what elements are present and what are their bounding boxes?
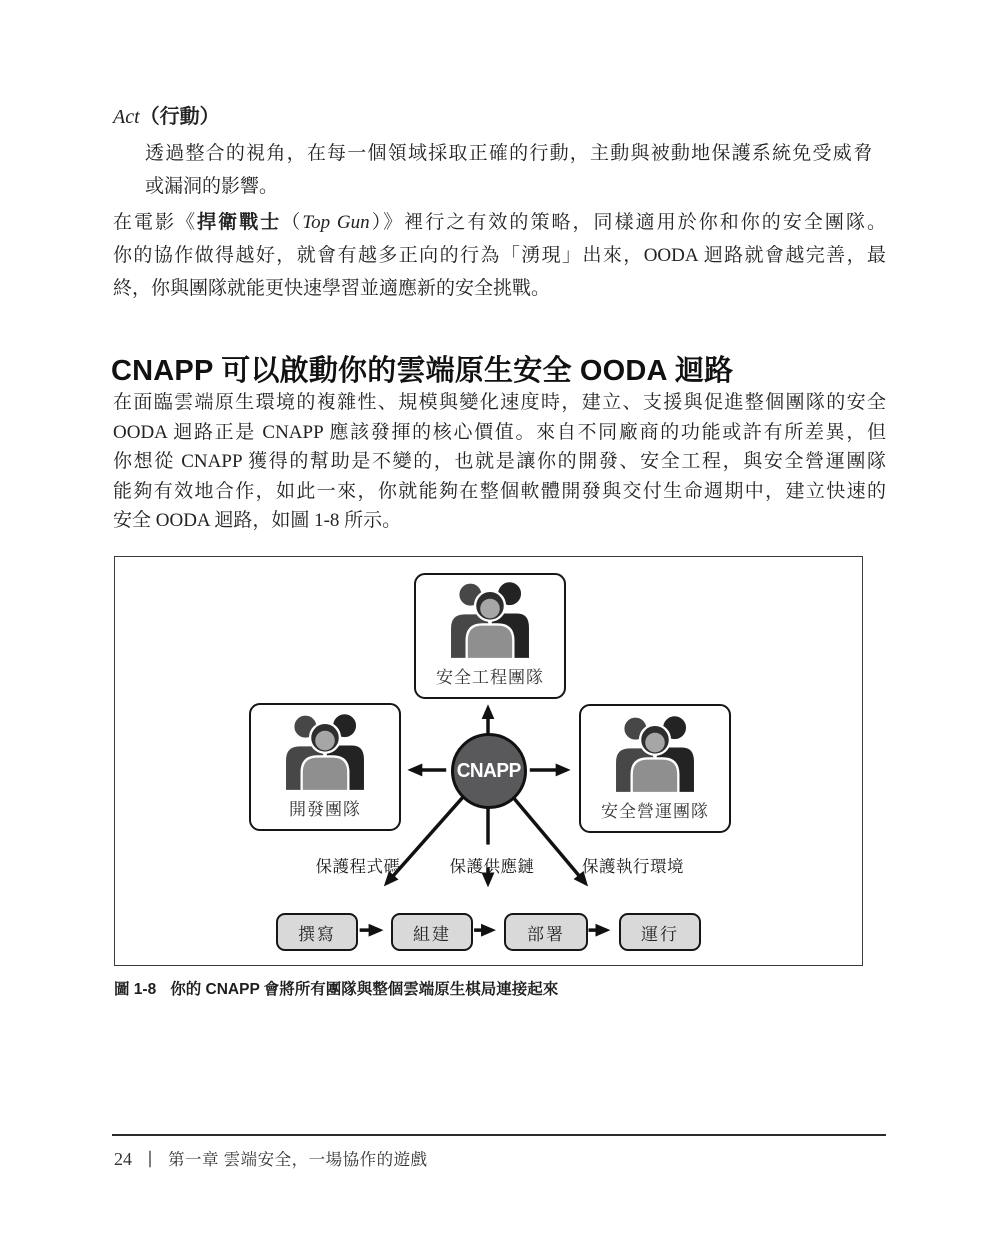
list-term-act xyxy=(113,100,220,129)
act-term-latin: Act xyxy=(113,106,140,128)
line-segment: 在電影《 xyxy=(113,212,198,233)
intro-paragraph xyxy=(113,206,886,305)
node-security-engineering-team xyxy=(414,573,566,699)
paragraph-line xyxy=(113,206,886,239)
movie-title-latin: Top Gun xyxy=(302,212,370,233)
body-paragraph xyxy=(113,388,886,536)
paragraph-line: 你想從 CNAPP 獲得的幫助是不變的，也就是讓你的開發、安全工程，與安全營運團隊 xyxy=(113,451,886,472)
footer-rule xyxy=(112,1134,886,1136)
paragraph-line: 終，你與團隊就能更快速學習並適應新的安全挑戰。 xyxy=(113,278,551,299)
paragraph-line: 透過整合的視角，在每一個領域採取正確的行動，主動與被動地保護系統免受威脅 xyxy=(145,143,872,164)
figure-caption xyxy=(114,977,558,999)
team-label: 安全工程團隊 xyxy=(436,668,544,687)
line-segment: （ xyxy=(281,212,303,233)
figure-caption-text: 你的 CNAPP 會將所有團隊與整個雲端原生棋局連接起來 xyxy=(170,981,559,998)
figure-1-8-diagram xyxy=(114,556,863,966)
team-people-icon xyxy=(607,709,703,793)
team-people-icon xyxy=(442,575,538,659)
footer-separator: ｜ xyxy=(142,1152,159,1169)
edge-label-protect-runtime: 保護執行環境 xyxy=(582,857,684,876)
edge-label-protect-code: 保護程式碼 xyxy=(315,857,401,876)
paragraph-line: OODA 迴路正是 CNAPP 應該發揮的核心價值。來自不同廠商的功能或許有所差異，但 xyxy=(113,421,886,443)
page-number: 24 xyxy=(114,1149,132,1169)
edge-label-protect-supply-chain: 保護供應鏈 xyxy=(449,857,535,876)
node-cnapp-hub xyxy=(451,733,527,809)
node-development-team xyxy=(249,703,401,831)
team-label: 開發團隊 xyxy=(289,800,361,819)
paragraph-line: 你的協作做得越好，就會有越多正向的行為「湧現」出來，OODA 迴路就會越完善，最 xyxy=(113,245,886,266)
node-security-operations-team xyxy=(579,704,731,833)
cnapp-label: CNAPP xyxy=(456,759,522,782)
team-people-icon xyxy=(277,707,373,791)
section-heading: CNAPP 可以啟動你的雲端原生安全 OODA 迴路 xyxy=(111,355,734,388)
figure-caption-label: 圖 1-8 xyxy=(114,981,157,998)
movie-title-cjk: 捍衛戰士 xyxy=(197,212,282,233)
pipeline-step-deploy: 部署 xyxy=(504,913,588,951)
act-term-cjk: （行動） xyxy=(139,106,220,128)
pipeline-step-run: 運行 xyxy=(619,913,701,951)
pipeline-step-write: 撰寫 xyxy=(276,913,358,951)
paragraph-line: 能夠有效地合作，如此一來，你就能夠在整個軟體開發與交付生命週期中，建立快速的 xyxy=(113,480,886,502)
paragraph-line: 安全 OODA 迴路，如圖 1-8 所示。 xyxy=(113,510,402,531)
chapter-title: 第一章 雲端安全，一場協作的遊戲 xyxy=(168,1150,428,1169)
act-description-paragraph xyxy=(145,137,872,203)
paragraph-line: 或漏洞的影響。 xyxy=(145,176,279,197)
page-footer xyxy=(114,1146,428,1170)
line-segment: ）》裡行之有效的策略，同樣適用於你和你的安全團隊。 xyxy=(369,212,886,233)
pipeline-step-build: 組建 xyxy=(391,913,473,951)
team-label: 安全營運團隊 xyxy=(601,802,709,821)
paragraph-line: 在面臨雲端原生環境的複雜性、規模與變化速度時，建立、支援與促進整個團隊的安全 xyxy=(113,392,886,413)
